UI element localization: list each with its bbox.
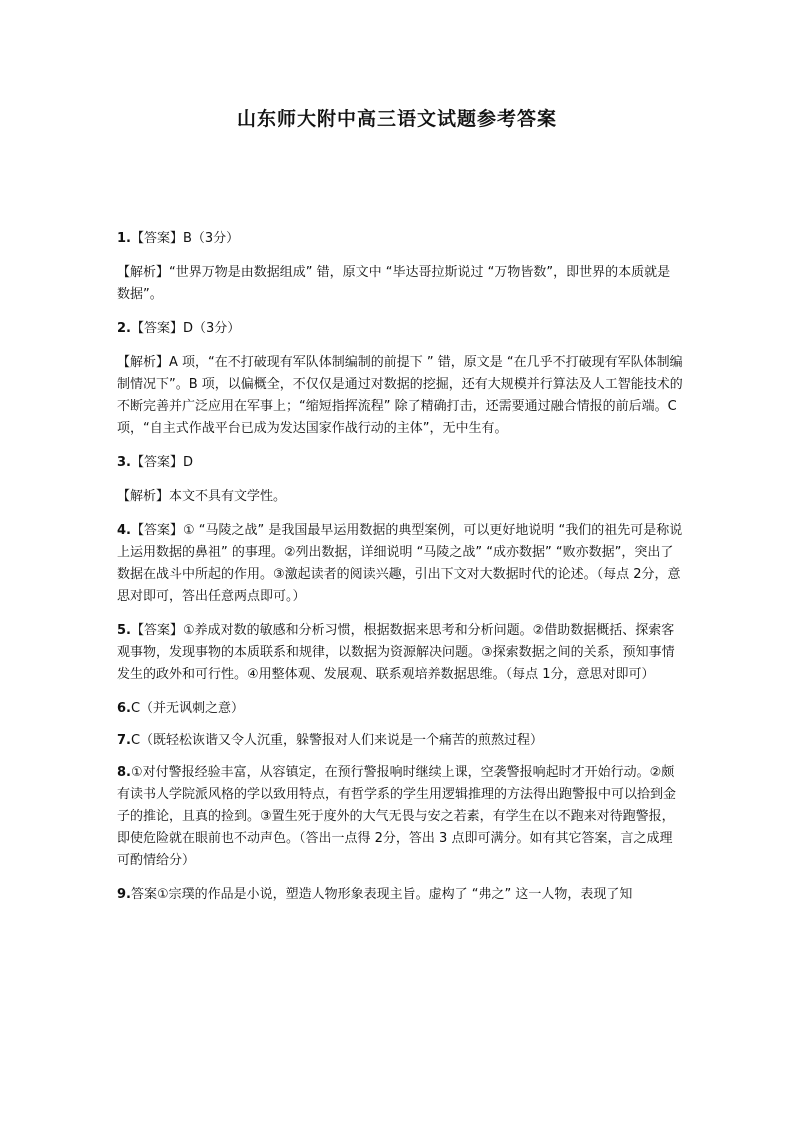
answer-7 — [117, 730, 683, 752]
document-title: 山东师大附中高三语文试题参考答案 — [236, 108, 557, 130]
analysis-3: 【解析】本文不具有文学性。 — [117, 489, 287, 504]
answer-3 — [117, 452, 683, 474]
item-text: 【答案】D（3分） — [130, 321, 241, 336]
answer-8 — [117, 762, 683, 872]
item-text: C（并无讽刺之意） — [130, 701, 245, 716]
item-text: 答案①宗璞的作品是小说，塑造人物形象表现主旨。虚构了 “弗之” 这一人物，表现了知 — [130, 887, 633, 902]
item-number: 4. — [117, 523, 131, 538]
answer-6 — [117, 698, 683, 720]
item-text: 【答案】①养成对数的敏感和分析习惯，根据数据来思考和分析问题。②借助数据概括、探索客观事物，发现事物的本质联系和规律，以数据为资源解决问题。③探索数据之间的关系，预知事情发生的政外和可行性。④用整体观、发展观、联系观培养数据思维。（每点 1分，意思对即可） — [117, 623, 675, 682]
item-number: 1. — [117, 231, 131, 246]
item-text: 【答案】B（3分） — [130, 231, 240, 246]
analysis-1: 【解析】“世界万物是由数据组成” 错，原文中 “毕达哥拉斯说过 “万物皆数”，即世界的本质就是数据”。 — [117, 265, 671, 302]
item-text: 【答案】D — [130, 455, 193, 470]
answer-5 — [117, 620, 683, 686]
answer-9 — [117, 884, 683, 906]
item-number: 2. — [117, 321, 131, 336]
answer-4 — [117, 520, 683, 608]
answer-1 — [117, 228, 683, 250]
analysis-2: 【解析】A 项，“在不打破现有军队体制编制的前提下 ” 错，原文是 “在几乎不打破现有军队体制编制情况下”。B 项，以偏概全，不仅仅是通过对数据的挖掘，还有大规模并行算法及人工智能技术的不断完善并广泛应用在军事上；“缩短指挥流程” 除了精确打击，还需要通过融合情报的前后端。C 项，“自主式作战平台已成为发达国家作战行动的主体”，无中生有。 — [117, 355, 683, 436]
item-number: 3. — [117, 455, 131, 470]
item-number: 5. — [117, 623, 131, 638]
item-text: C（既轻松诙谐又令人沉重，躲警报对人们来说是一个痛苦的煎熬过程） — [130, 733, 544, 748]
item-text: ①对付警报经验丰富，从容镇定，在预行警报响时继续上课，空袭警报响起时才开始行动。②颇有读书人学院派风格的学以致用特点，有哲学系的学生用逻辑推理的方法得出跑警报中可以拾到金子的推论，且真的捡到。③置生死于度外的大气无畏与安之若素，有学生在以不跑来对待跑警报，即使危险就在眼前也不动声色。（答出一点得 2分，答出 3 点即可满分。如有其它答案，言之成理可酌情给分） — [117, 765, 677, 868]
answer-2 — [117, 318, 683, 340]
item-number: 7. — [117, 733, 131, 748]
item-number: 9. — [117, 887, 131, 902]
item-text: 【答案】① “马陵之战” 是我国最早运用数据的典型案例，可以更好地说明 “我们的祖先可是称说上运用数据的鼻祖” 的事理。②列出数据，详细说明 “马陵之战” “成亦数据” “败亦数据”，突出了数据在战斗中所起的作用。③激起读者的阅读兴趣，引出下文对大数据时代的论述。（每点 2分，意思对即可，答出任意两点即可。） — [117, 523, 683, 604]
item-number: 8. — [117, 765, 131, 780]
item-number: 6. — [117, 701, 131, 716]
answer-list — [117, 228, 683, 918]
